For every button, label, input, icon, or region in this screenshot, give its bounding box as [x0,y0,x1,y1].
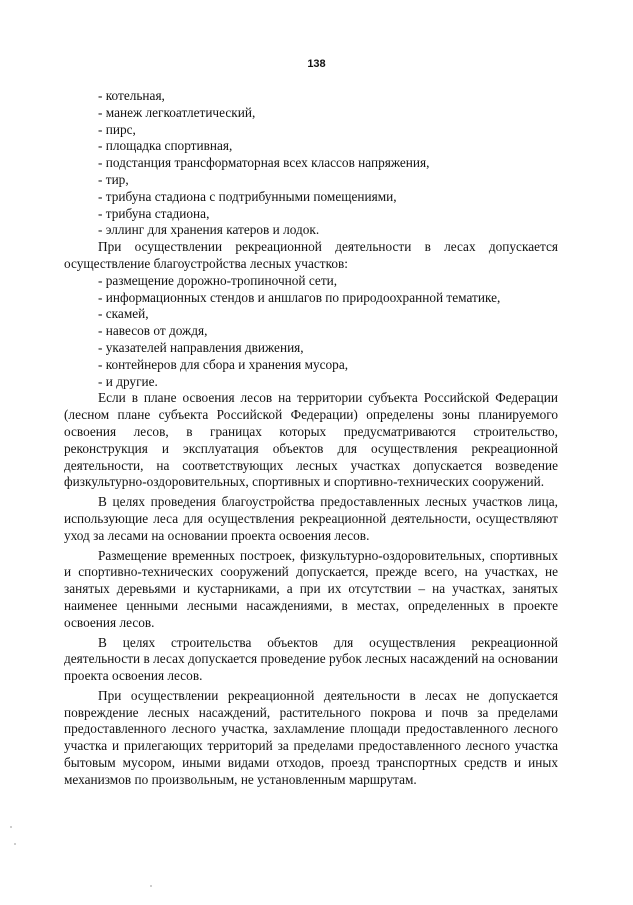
list-item: - тир, [98,171,129,187]
list-item: - площадка спортивная, [98,138,233,154]
page-number: 138 [307,58,326,70]
list-item: - навесов от дождя, [98,323,208,339]
list-item: - скамей, [98,306,149,322]
list-item: - эллинг для хранения катеров и лодок. [98,222,320,238]
list-item: - котельная, [98,88,165,103]
list-item: - указателей направления движения, [98,339,304,355]
paragraph-zones: Если в плане освоения лесов на территории субъекта Российской Федерации (лесном плане субъекта Российской Федерации) определены зоны планируемого освоения лесов, в границах которых предусматриваются строительство, реконструкция и эксплуатация объектов для осуществления рекреационной деятельности, на соответствующих лесных участках допускается возведение физкультурно-оздоровительных, спортивных и спортивно-технических сооружений. [64,390,558,490]
document-body [64,88,558,789]
paragraph-placement: Размещение временных построек, физкультурно-оздоровительных, спортивных и спортивно-технических сооружений допускается, прежде всего, на участках, не занятых деревьями и кустарниками, а при их отсутствии – на участках, занятых наименее ценными лесными насаждениями, в местах, определенных в проекте освоения лесов. [64,547,558,630]
list-item: - размещение дорожно-тропиночной сети, [98,272,338,288]
paragraph-intro: При осуществлении рекреационной деятельности в лесах допускается осуществление благоустройства лесных участков: [64,239,558,271]
scan-speck [14,843,16,845]
list-item: - контейнеров для сбора и хранения мусора, [98,356,349,372]
list-item: - и другие. [98,373,158,389]
list-item: - подстанция трансформаторная всех классов напряжения, [98,155,430,171]
list-item: - трибуна стадиона, [98,205,210,221]
scan-speck [150,885,152,887]
list-item: - информационных стендов и аншлагов по природоохранной тематике, [98,289,501,305]
paragraph-prohibitions: При осуществлении рекреационной деятельности в лесах не допускается повреждение лесных насаждений, растительного покрова и почв за пределами предоставленного лесного участка, захламление площади предоставленного лесного участка и прилегающих территорий за пределами предоставленного лесного участка бытовым мусором, иными видами отходов, проезд транспортных средств и иных механизмов по произвольным, не установленным маршрутам. [64,687,558,787]
list-item: - манеж легкоатлетический, [98,104,256,120]
paragraph-care: В целях проведения благоустройства предоставленных лесных участков лица, использующие леса для осуществления рекреационной деятельности, осуществляют уход за лесами на основании проекта освоения лесов. [64,494,558,543]
list-item: - трибуна стадиона с подтрибунными помещениями, [98,188,397,204]
scan-speck [10,826,12,828]
list-item: - пирс, [98,121,136,137]
paragraph-felling: В целях строительства объектов для осуществления рекреационной деятельности в лесах допускается проведение рубок лесных насаждений на основании проекта освоения лесов. [64,634,558,684]
facility-list [64,88,558,239]
improvement-list [64,273,558,391]
